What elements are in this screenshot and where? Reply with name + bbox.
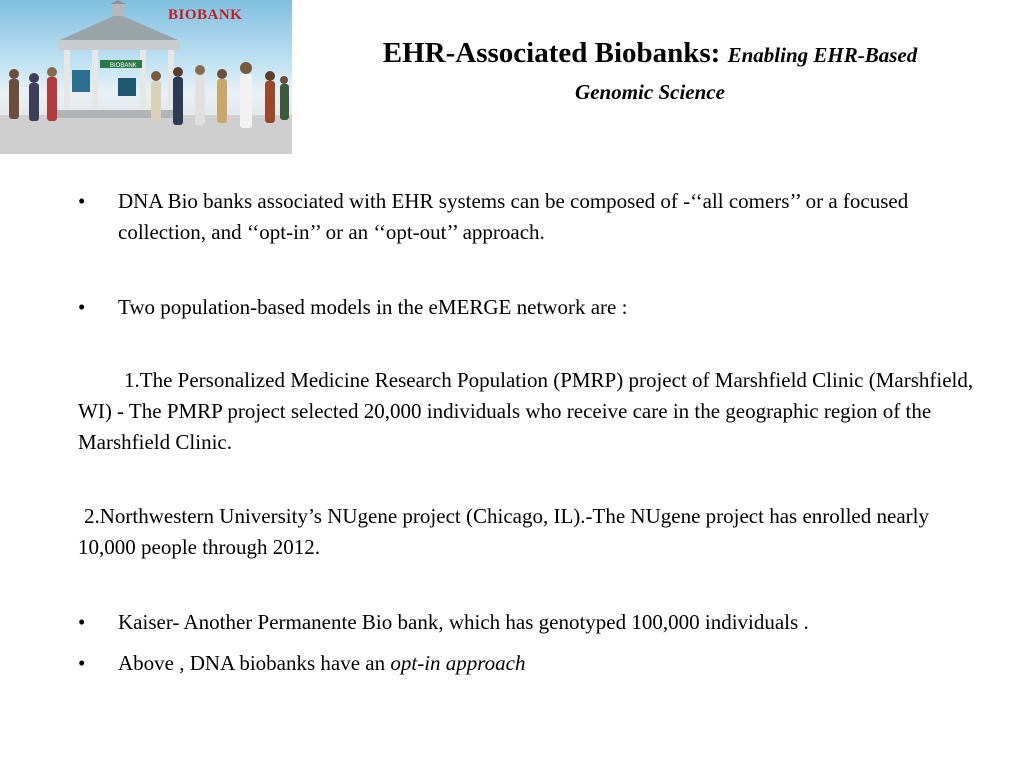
- bullet-marker: •: [78, 295, 86, 319]
- slide-title: [320, 36, 980, 112]
- bullet-marker: •: [78, 610, 86, 634]
- bullet-marker: •: [78, 189, 86, 213]
- bullet-item-population-models: [78, 292, 978, 323]
- title-main: EHR-Associated Biobanks:: [382, 37, 728, 69]
- paragraph-nugene: 2.Northwestern University’s NUgene project (Chicago, IL).-The NUgene project has enrolled nearly 10,000 people through 2012.: [78, 504, 929, 559]
- bullet-item-biobank-composition: [78, 186, 978, 248]
- bullet-item-kaiser: [78, 607, 978, 638]
- bullet-text: Two population-based models in the eMERGE network are :: [118, 295, 628, 319]
- biobank-logo: BIOBANK: [168, 7, 243, 23]
- bullet-text: Above , DNA biobanks have an: [118, 651, 391, 675]
- bullet-text: DNA Bio banks associated with EHR systems can be composed of -‘‘all comers’’ or a focused collection, and ‘‘opt-in’’ or an ‘‘opt-out’’ approach.: [118, 189, 909, 244]
- bullet-marker: •: [78, 651, 86, 675]
- biobank-kiosk-image: [0, 0, 292, 154]
- title-subtitle-line2: Genomic Science: [575, 80, 725, 104]
- bullet-item-opt-in: [78, 648, 978, 679]
- paragraph-pmrp: 1.The Personalized Medicine Research Population (PMRP) project of Marshfield Clinic (Marshfield, WI) - The PMRP project selected 20,000 individuals who receive care in the geographic region of the Marshfield Clinic.: [78, 368, 974, 454]
- biobank-illustration: [0, 0, 292, 154]
- bullet-text-emphasis: opt-in approach: [390, 651, 526, 675]
- kiosk-sign: BIOBANK: [110, 63, 137, 69]
- title-subtitle-line1: Enabling EHR-Based: [727, 43, 918, 67]
- bullet-text: Kaiser- Another Permanente Bio bank, which has genotyped 100,000 individuals .: [118, 610, 809, 634]
- slide-body: [78, 186, 978, 679]
